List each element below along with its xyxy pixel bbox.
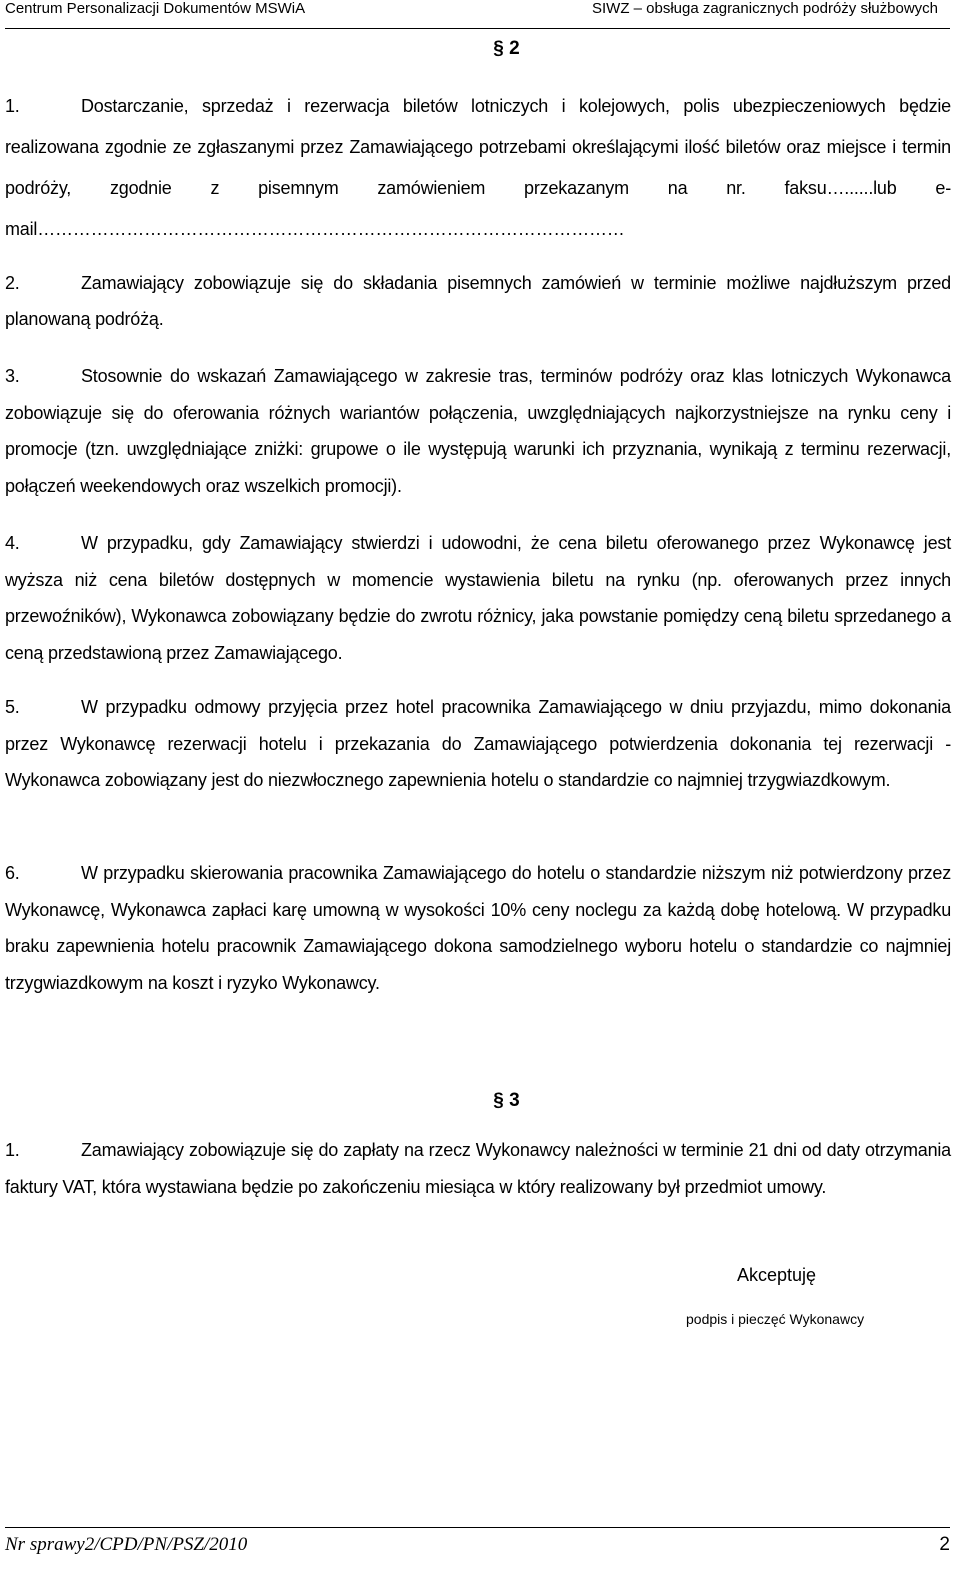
paragraph-text: W przypadku skierowania pracownika Zamawiającego do hotelu o standardzie niższym niż potwierdzony przez Wykonawcę, Wykonawca zapłaci karę umowną w wysokości 10% ceny noclegu za każdą dobę hotelową. W przypadku braku zapewnienia hotelu pracownik Zamawiającego dokona samodzielnego wyboru hotelu o standardzie co najmniej trzygwiazdkowym na koszt i ryzyko Wykonawcy. <box>5 863 951 993</box>
section-2-heading: § 2 <box>493 38 520 59</box>
paragraph-text: W przypadku, gdy Zamawiający stwierdzi i udowodni, że cena biletu oferowanego przez Wykonawcę jest wyższa niż cena biletów dostępnych w momencie wystawienia biletu na rynku (np. oferowanych przez innych przewoźników), Wykonawca zobowiązany będzie do zwrotu różnicy, jaka powstanie pomiędzy ceną biletu sprzedanego a ceną przedstawioną przez Zamawiającego. <box>5 533 951 663</box>
paragraph-number: 1. <box>5 96 20 116</box>
paragraph-2-2 <box>5 265 951 337</box>
page-footer <box>5 1527 950 1578</box>
header-left-text: Centrum Personalizacji Dokumentów MSWiA <box>5 0 306 17</box>
header-right-text: SIWZ – obsługa zagranicznych podróży służbowych <box>592 0 938 17</box>
signature-caption: podpis i pieczęć Wykonawcy <box>686 1311 865 1327</box>
section-3-heading: § 3 <box>493 1090 520 1111</box>
paragraph-text: W przypadku odmowy przyjęcia przez hotel pracownika Zamawiającego w dniu przyjazdu, mimo dokonania przez Wykonawcę rezerwacji hotelu i przekazania do Zamawiającego potwierdzenia dokonania tej rezerwacji - Wykonawca zobowiązany jest do niezwłocznego zapewnienia hotelu o standardzie co najmniej trzygwiazdkowym. <box>5 697 951 790</box>
page-header <box>5 0 950 29</box>
paragraph-2-3 <box>5 358 951 504</box>
paragraph-text: Dostarczanie, sprzedaż i rezerwacja biletów lotniczych i kolejowych, polis ubezpieczeniowych będzie realizowana zgodnie ze zgłaszanymi przez Zamawiającego potrzebami określającymi ilość biletów oraz miejsce i termin podróży, zgodnie z pisemnym zamówieniem przekazanym na nr. faksu…......lub e-mail……………………………………………………………………………………… <box>5 96 951 239</box>
paragraph-text: Zamawiający zobowiązuje się do składania pisemnych zamówień w terminie możliwe najdłuższym przed planowaną podróżą. <box>5 273 951 329</box>
paragraph-number: 3. <box>5 366 20 386</box>
paragraph-number: 5. <box>5 697 20 717</box>
paragraph-number: 4. <box>5 533 20 553</box>
paragraph-number: 1. <box>5 1140 20 1160</box>
paragraph-2-1 <box>5 86 951 250</box>
paragraph-2-6 <box>5 855 951 1001</box>
page-number: 2 <box>939 1534 950 1555</box>
paragraph-2-4 <box>5 525 951 671</box>
paragraph-3-1 <box>5 1132 951 1205</box>
paragraph-text: Zamawiający zobowiązuje się do zapłaty na rzecz Wykonawcy należności w terminie 21 dni od daty otrzymania faktury VAT, która wystawiana będzie po zakończeniu miesiąca w który realizowany był przedmiot umowy. <box>5 1140 951 1197</box>
paragraph-number: 6. <box>5 863 20 883</box>
paragraph-text: Stosownie do wskazań Zamawiającego w zakresie tras, terminów podróży oraz klas lotniczych Wykonawca zobowiązuje się do oferowania różnych wariantów połączenia, uwzględniających najkorzystniejsze na rynku ceny i promocje (tzn. uwzględniające zniżki: grupowe o ile występują warunki ich przyznania, wynikają z terminu rezerwacji, połączeń weekendowych oraz wszelkich promocji). <box>5 366 951 496</box>
acceptance-label: Akceptuję <box>737 1265 817 1285</box>
case-number: Nr sprawy2/CPD/PN/PSZ/2010 <box>5 1534 248 1555</box>
paragraph-number: 2. <box>5 273 20 293</box>
paragraph-2-5 <box>5 689 951 799</box>
